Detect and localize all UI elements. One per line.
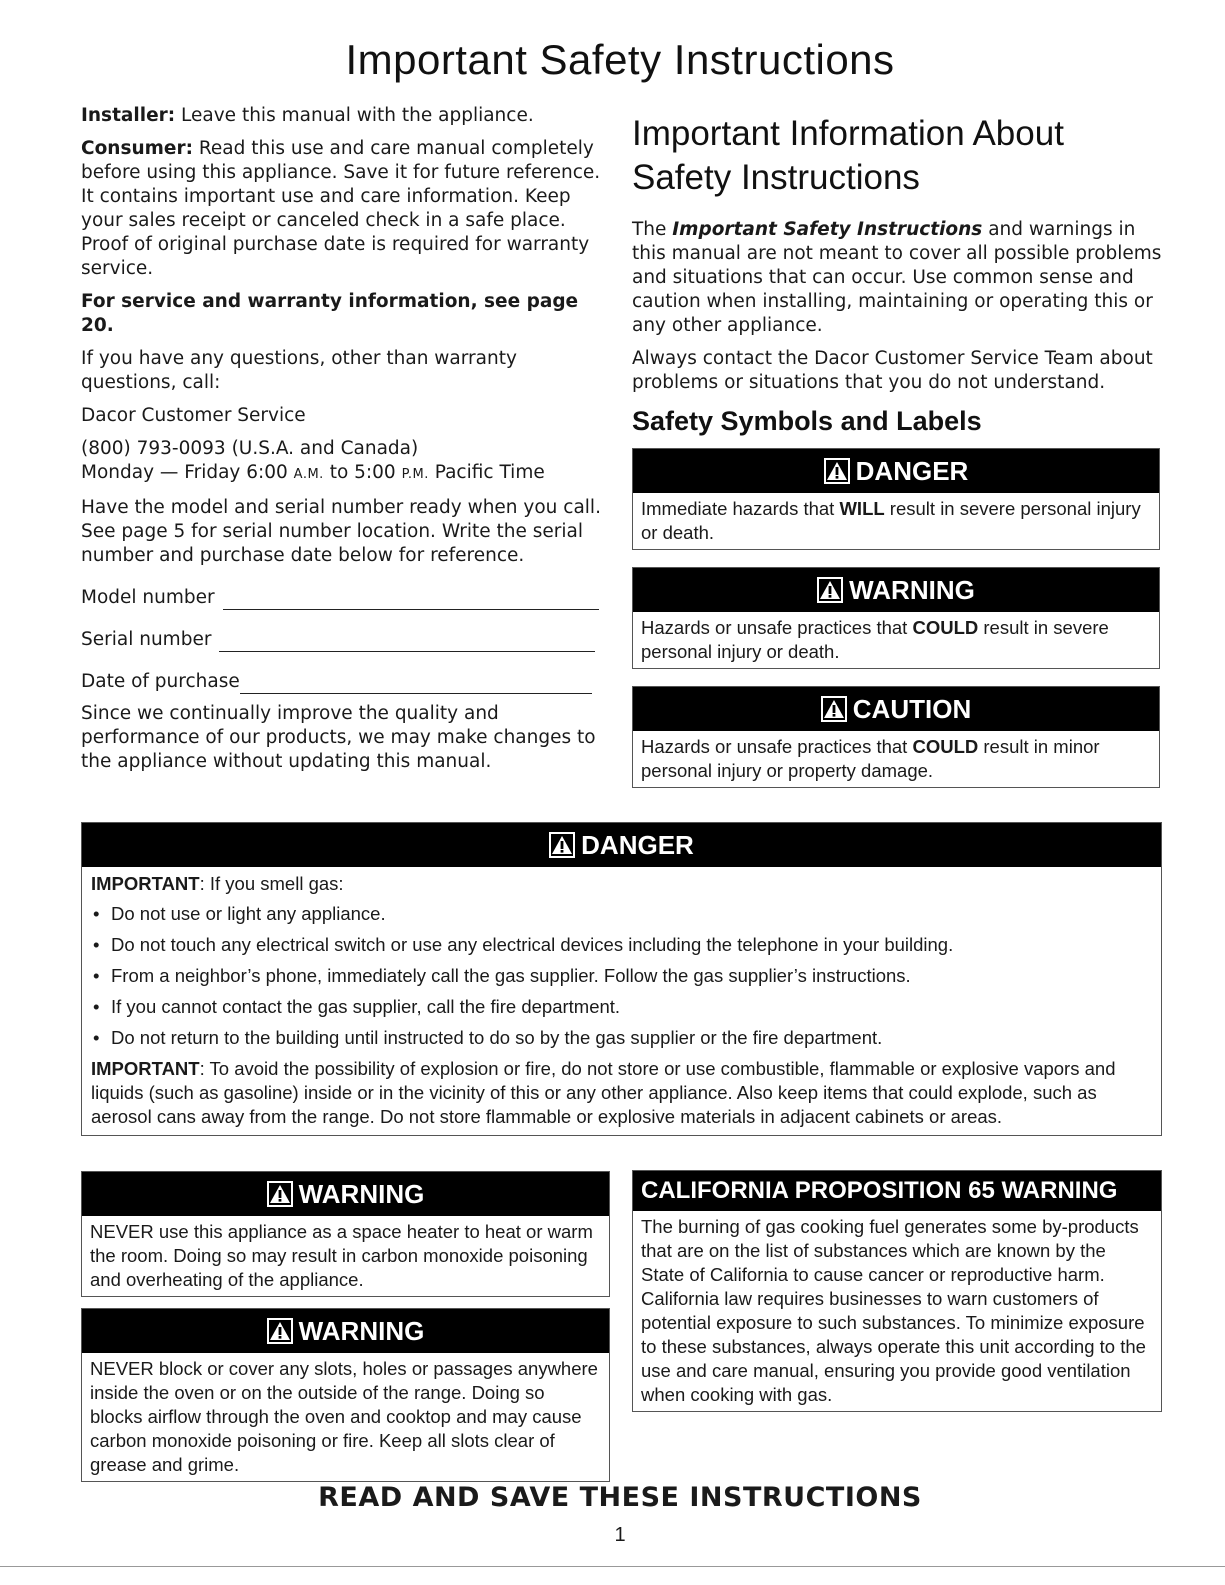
info-paragraph-2: Always contact the Dacor Customer Service Team about problems or situations that you do not understand. [632, 348, 1153, 393]
alert-triangle-icon [267, 1318, 293, 1344]
hours-suffix: Pacific Time [428, 462, 545, 483]
gas-danger-intro [91, 872, 1152, 896]
contact-block [81, 437, 611, 487]
page-title: Important Safety Instructions [345, 36, 895, 83]
caution-label-post: result in minor personal injury or property damage. [641, 736, 1100, 781]
warning-label-header [633, 568, 1159, 612]
space-heater-warning-box [81, 1171, 610, 1297]
list-item: • From a neighbor’s phone, immediately call the gas supplier. Follow the gas supplier’s instructions. [91, 964, 1152, 988]
caution-label-header [633, 687, 1159, 731]
info-paragraph-1 [632, 218, 1162, 338]
space-heater-warning-header [82, 1172, 609, 1216]
info-heading: Important Information About Safety Instructions [632, 114, 1064, 197]
model-number-field [81, 586, 611, 610]
purchase-date-label: Date of purchase [81, 671, 240, 692]
prop65-warning-title: CALIFORNIA PROPOSITION 65 WARNING [633, 1171, 1161, 1211]
model-number-label: Model number [81, 587, 215, 608]
serial-number-line [219, 634, 595, 652]
info-p1-emphasis: Important Safety Instructions [672, 219, 983, 240]
danger-label-box [632, 448, 1160, 550]
slots-warning-header [82, 1309, 609, 1353]
right-column [632, 112, 1162, 805]
gas-danger-important-text: : To avoid the possibility of explosion or fire, do not store or use combustible, flammable or explosive vapors and liquids (such as gasoline) inside or in the vicinity of this or any other appliance. Also keep items that could explode, such as aerosol cans away from the range. Do not store flammable or explosive materials in adjacent cabinets or areas. [91, 1058, 1116, 1127]
page-number: 1 [614, 1524, 626, 1546]
slots-warning-title: WARNING [298, 1315, 425, 1346]
warning-label-box [632, 567, 1160, 669]
caution-label-bold: COULD [912, 736, 979, 757]
left-column [81, 104, 611, 783]
questions-text: If you have any questions, other than warranty questions, call: [81, 348, 517, 393]
warning-label-text [633, 612, 1159, 668]
warning-label-pre: Hazards or unsafe practices that [641, 617, 913, 638]
hours-pm: P.M. [401, 467, 429, 482]
danger-label-text [633, 493, 1159, 549]
list-item: • Do not touch any electrical switch or use any electrical devices including the telephone in your building. [91, 933, 1152, 957]
hours-prefix: Monday — Friday 6:00 [81, 462, 294, 483]
warning-label-bold: COULD [912, 617, 979, 638]
danger-label-header [633, 449, 1159, 493]
consumer-label: Consumer: [81, 138, 193, 159]
serial-number-label: Serial number [81, 629, 212, 650]
gas-danger-important [91, 1057, 1152, 1129]
purchase-date-field [81, 670, 611, 694]
info-p1-pre: The [632, 219, 673, 240]
alert-triangle-icon [267, 1181, 293, 1207]
bottom-divider [0, 1566, 1225, 1567]
gas-danger-box [81, 822, 1162, 1136]
installer-text: Leave this manual with the appliance. [175, 105, 534, 126]
gas-danger-intro-text: : If you smell gas: [199, 873, 344, 894]
important-label: IMPORTANT [91, 873, 200, 894]
alert-triangle-icon [817, 577, 843, 603]
purchase-date-line [240, 676, 592, 694]
caution-label-box [632, 686, 1160, 788]
slots-warning-box [81, 1308, 610, 1482]
model-serial-text: Have the model and serial number ready when you call. See page 5 for serial number location. Write the serial number and purchase date below for reference. [81, 497, 601, 566]
list-item: • If you cannot contact the gas supplier, call the fire department. [91, 995, 1152, 1019]
serial-number-field [81, 628, 611, 652]
hours-am: A.M. [293, 467, 324, 482]
danger-label-post: result in severe personal injury or death. [641, 498, 1141, 543]
gas-danger-body [82, 867, 1161, 1135]
gas-danger-header [82, 823, 1161, 867]
installer-label: Installer: [81, 105, 176, 126]
symbols-heading: Safety Symbols and Labels [632, 406, 982, 436]
danger-label-title: DANGER [855, 455, 969, 486]
alert-triangle-icon [821, 696, 847, 722]
caution-label-pre: Hazards or unsafe practices that [641, 736, 913, 757]
warning-label-title: WARNING [849, 574, 975, 605]
alert-triangle-icon [549, 832, 575, 858]
service-name: Dacor Customer Service [81, 405, 306, 426]
info-p1-post: and warnings in this manual are not meant to cover all possible problems and situations that can occur. Use common sense and caution when installing, maintaining or operating this or any other appliance. [632, 219, 1162, 336]
gas-danger-list [91, 902, 1152, 1050]
phone-number: (800) 793-0093 (U.S.A. and Canada) [81, 438, 419, 459]
consumer-paragraph [81, 137, 611, 281]
alert-triangle-icon [824, 458, 850, 484]
footer-heading: READ AND SAVE THESE INSTRUCTIONS [318, 1482, 922, 1513]
warning-label-post: result in severe personal injury or death. [641, 617, 1109, 662]
important-label: IMPORTANT [91, 1058, 200, 1079]
danger-label-bold: WILL [839, 498, 885, 519]
consumer-text: Read this use and care manual completely before using this appliance. Save it for future reference. It contains important use and care information. Keep your sales receipt or canceled check in a safe place. Proof of original purchase date is required for warranty service. [81, 138, 601, 279]
service-note [81, 290, 611, 338]
list-item: • Do not use or light any appliance. [91, 902, 1152, 926]
gas-danger-title: DANGER [581, 829, 694, 860]
space-heater-warning-text: NEVER use this appliance as a space heater to heat or warm the room. Doing so may result in carbon monoxide poisoning and overheating of the appliance. [90, 1221, 593, 1290]
prop65-warning-box [632, 1170, 1162, 1412]
model-number-line [223, 592, 599, 610]
installer-paragraph [81, 104, 611, 128]
space-heater-warning-title: WARNING [298, 1178, 425, 1209]
slots-warning-text: NEVER block or cover any slots, holes or passages anywhere inside the oven or on the outside of the range. Doing so blocks airflow through the oven and cooktop and may cause carbon monoxide poisoning or fire. Keep all slots clear of grease and grime. [90, 1358, 598, 1475]
danger-label-pre: Immediate hazards that [641, 498, 840, 519]
service-note-text: For service and warranty information, see page 20. [81, 291, 579, 336]
caution-label-title: CAUTION [852, 693, 972, 724]
list-item: • Do not return to the building until instructed to do so by the gas supplier or the fire department. [91, 1026, 1152, 1050]
hours-mid: to 5:00 [323, 462, 402, 483]
prop65-warning-text: The burning of gas cooking fuel generates some by-products that are on the list of substances which are known by the State of California to cause cancer or reproductive harm. California law requires businesses to warn customers of potential exposure to such substances. To minimize exposure to these substances, always operate this unit according to the use and care manual, ensuring you provide good ventilation when cooking with gas. [641, 1216, 1146, 1405]
improve-text: Since we continually improve the quality and performance of our products, we may make changes to the appliance without updating this manual. [81, 703, 596, 772]
caution-label-text [633, 731, 1159, 787]
